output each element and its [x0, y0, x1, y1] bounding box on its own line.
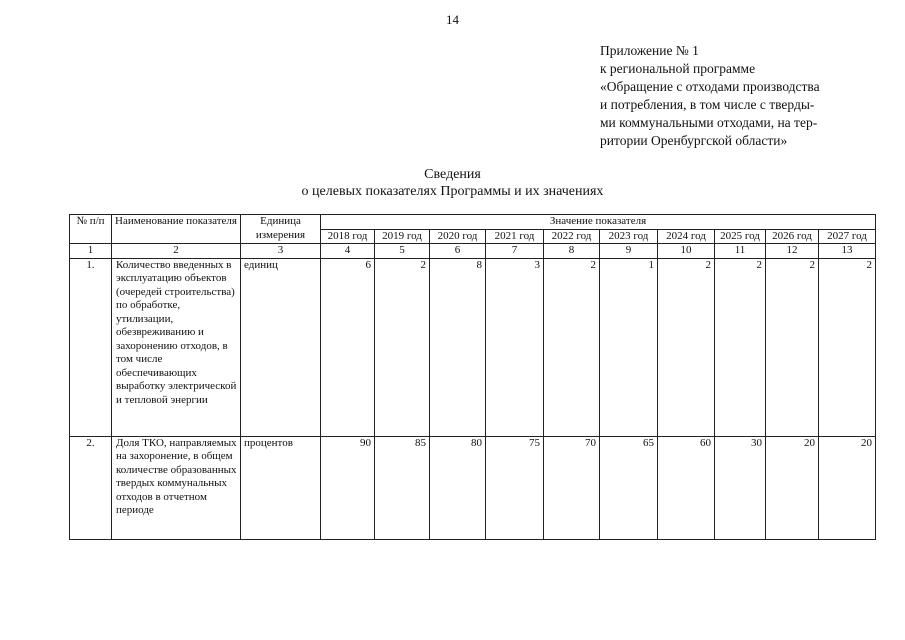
- header-unit: Единица измерения: [241, 215, 321, 244]
- indicator-value: 65: [600, 436, 658, 539]
- indicator-value: 3: [486, 258, 544, 436]
- column-number: 6: [430, 244, 486, 259]
- appendix-line: Приложение № 1: [600, 43, 699, 58]
- header-year: 2026 год: [766, 229, 819, 244]
- row-number: 2.: [70, 436, 112, 539]
- column-number: 2: [112, 244, 241, 259]
- indicator-unit: процентов: [241, 436, 321, 539]
- indicator-value: 8: [430, 258, 486, 436]
- header-year: 2025 год: [715, 229, 766, 244]
- appendix-line: «Обращение с отходами производства: [600, 79, 820, 94]
- column-number: 11: [715, 244, 766, 259]
- header-year: 2019 год: [375, 229, 430, 244]
- title-line: Сведения: [424, 167, 481, 182]
- appendix-line: ми коммунальными отходами, на тер-: [600, 115, 818, 130]
- header-name: Наименование показателя: [112, 215, 241, 244]
- column-number: 4: [321, 244, 375, 259]
- column-number: 9: [600, 244, 658, 259]
- appendix-line: ритории Оренбургской области»: [600, 133, 788, 148]
- header-year: 2021 год: [486, 229, 544, 244]
- table-row: [70, 258, 876, 436]
- column-number: 12: [766, 244, 819, 259]
- appendix-line: к региональной программе: [600, 61, 756, 76]
- indicator-value: 20: [819, 436, 876, 539]
- indicator-value: 2: [715, 258, 766, 436]
- indicator-value: 80: [430, 436, 486, 539]
- indicator-value: 20: [766, 436, 819, 539]
- appendix-line: и потребления, в том числе с тверды-: [600, 97, 815, 112]
- document-title: [0, 166, 905, 200]
- column-number: 7: [486, 244, 544, 259]
- column-number: 13: [819, 244, 876, 259]
- column-number: 8: [544, 244, 600, 259]
- appendix-block: [600, 42, 890, 150]
- indicator-value: 2: [544, 258, 600, 436]
- column-number: 5: [375, 244, 430, 259]
- column-number: 1: [70, 244, 112, 259]
- indicator-value: 2: [375, 258, 430, 436]
- indicator-value: 60: [658, 436, 715, 539]
- indicator-value: 30: [715, 436, 766, 539]
- column-number: 10: [658, 244, 715, 259]
- header-year: 2020 год: [430, 229, 486, 244]
- header-year: 2018 год: [321, 229, 375, 244]
- indicator-value: 1: [600, 258, 658, 436]
- indicator-value: 75: [486, 436, 544, 539]
- header-no: № п/п: [70, 215, 112, 244]
- indicator-value: 90: [321, 436, 375, 539]
- title-line: о целевых показателях Программы и их значениях: [301, 184, 604, 199]
- indicator-name: Количество введенных в эксплуатацию объектов (очередей строительства) по обработке, утилизации, обезвреживанию и захоронению отходов, в том числе обеспечивающих выработку электрической и тепловой энергии: [112, 258, 241, 436]
- indicator-value: 70: [544, 436, 600, 539]
- indicator-value: 85: [375, 436, 430, 539]
- header-year: 2023 год: [600, 229, 658, 244]
- row-number: 1.: [70, 258, 112, 436]
- table-row: [70, 436, 876, 539]
- header-value-group: Значение показателя: [321, 215, 876, 230]
- indicators-table: [69, 214, 876, 540]
- indicator-name: Доля ТКО, направляемых на захоронение, в общем количестве образованных твердых коммунальных отходов в отчетном периоде: [112, 436, 241, 539]
- indicator-value: 2: [658, 258, 715, 436]
- header-year: 2024 год: [658, 229, 715, 244]
- header-year: 2027 год: [819, 229, 876, 244]
- indicator-unit: единиц: [241, 258, 321, 436]
- indicator-value: 2: [819, 258, 876, 436]
- indicator-value: 2: [766, 258, 819, 436]
- header-year: 2022 год: [544, 229, 600, 244]
- column-number: 3: [241, 244, 321, 259]
- indicator-value: 6: [321, 258, 375, 436]
- page-number: 14: [446, 12, 459, 27]
